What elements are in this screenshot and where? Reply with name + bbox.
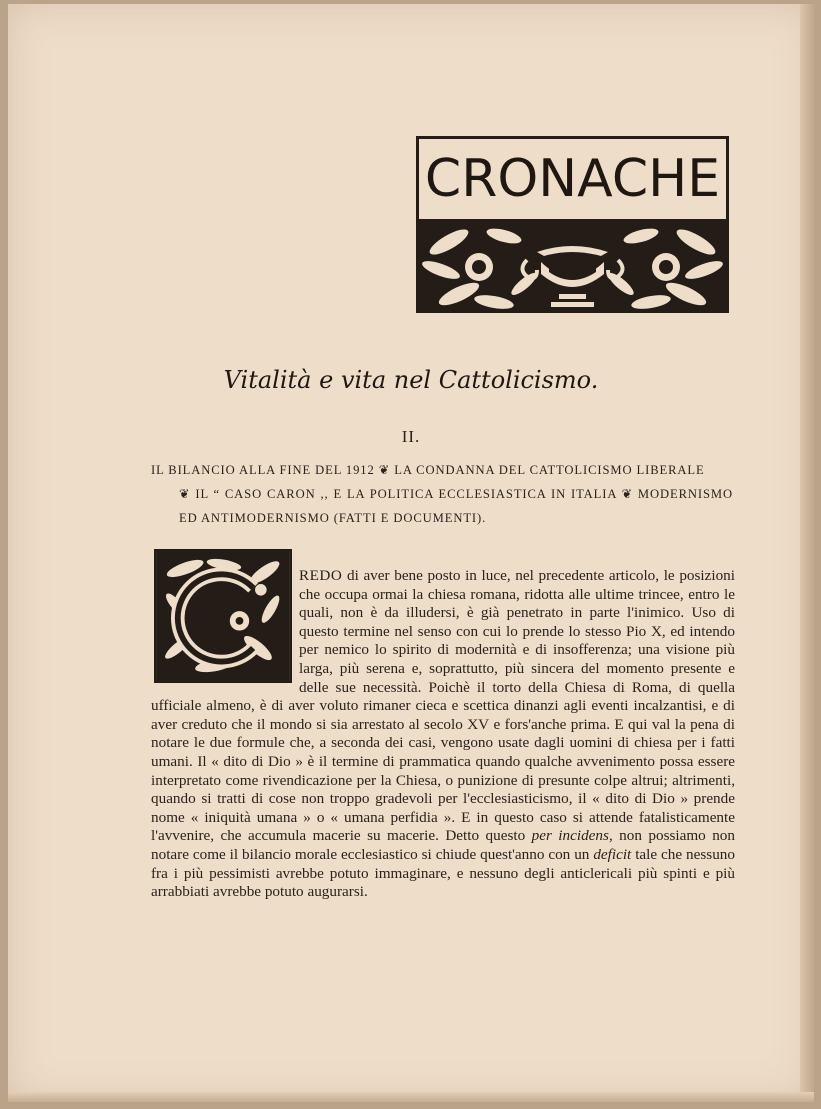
dropcap-spacer (151, 565, 299, 691)
century-numeral: XV (467, 715, 490, 733)
article-body (151, 567, 735, 902)
deficit-word: deficit (593, 845, 632, 863)
section-header (416, 136, 729, 313)
first-word: REDO (299, 567, 343, 584)
body-text-3: , non possiamo non notare come il bilancio morale ecclesiastico si chiude quest'anno con un (151, 827, 735, 863)
summary-line-2: ❦ IL “ CASO CARON ,, E LA POLITICA ECCLESIASTICA IN ITALIA ❦ MODERNISMO ED ANTIMODERNISMO (FATTI E DOCUMENTI). (179, 487, 733, 525)
article-summary (151, 458, 733, 530)
page-edge-right (800, 4, 814, 1102)
body-text-4: tale che nessuno fra i più pessimisti avrebbe potuto immaginare, e nessuno degli anticlericali più spinti e più arrabbiati avrebbe potuto augurarsi. (151, 845, 735, 901)
body-text-2: e fors'anche prima. E qui val la pena di notare le due formule che, a seconda dei casi, vengono usate dagli uomini di chiesa per i fatti umani. Il « dito di Dio » è il termine di prammatica quando qualche avvenimento possa essere interpretato come rivendicazione per la Chiesa, o punizione di presunte colpe altrui; altrimenti, quando si tratti di cose non troppo gradevoli per l'ecclesiasticismo, il « dito di Dio » prende nome « iniquità umana » o « umana perfidia ». E in questo caso si attende fatalisticamente l'avvenire, che accumula macerie su macerie. Detto questo (151, 715, 735, 845)
page-edge-bottom (8, 1092, 814, 1102)
section-title: CRONACHE (419, 139, 726, 222)
urn-ornament-icon (419, 222, 726, 313)
page (8, 4, 814, 1102)
article-title: Vitalità e vita nel Cattolicismo. (223, 366, 599, 394)
part-number: II. (401, 427, 421, 446)
body-text-1: di aver bene posto in luce, nel precedente articolo, le posizioni che occupa ormai la chiesa romana, ridotta alle ultime trincee, entro le quali, non è da illudersi, è già penetrato in parte l'inimico. Uso di questo termine nel senso con cui lo prende lo stesso Pio X, ed intendo per nemico lo spirito di modernità e di insofferenza; una visione più larga, più serena e, soprattutto, più sincera del momento presente e delle sue necessità. Poichè il torto della Chiesa di Roma, di quella ufficiale almeno, è di aver voluto rimaner cieca e scettica dinanzi agli eventi incalzantisi, e di aver creduto che il mondo si sia arrestato al secolo (151, 567, 735, 733)
latin-phrase: per incidens (531, 827, 609, 845)
summary-line-1: IL BILANCIO ALLA FINE DEL 1912 ❦ LA CONDANNA DEL CATTOLICISMO LIBERALE (151, 463, 705, 477)
